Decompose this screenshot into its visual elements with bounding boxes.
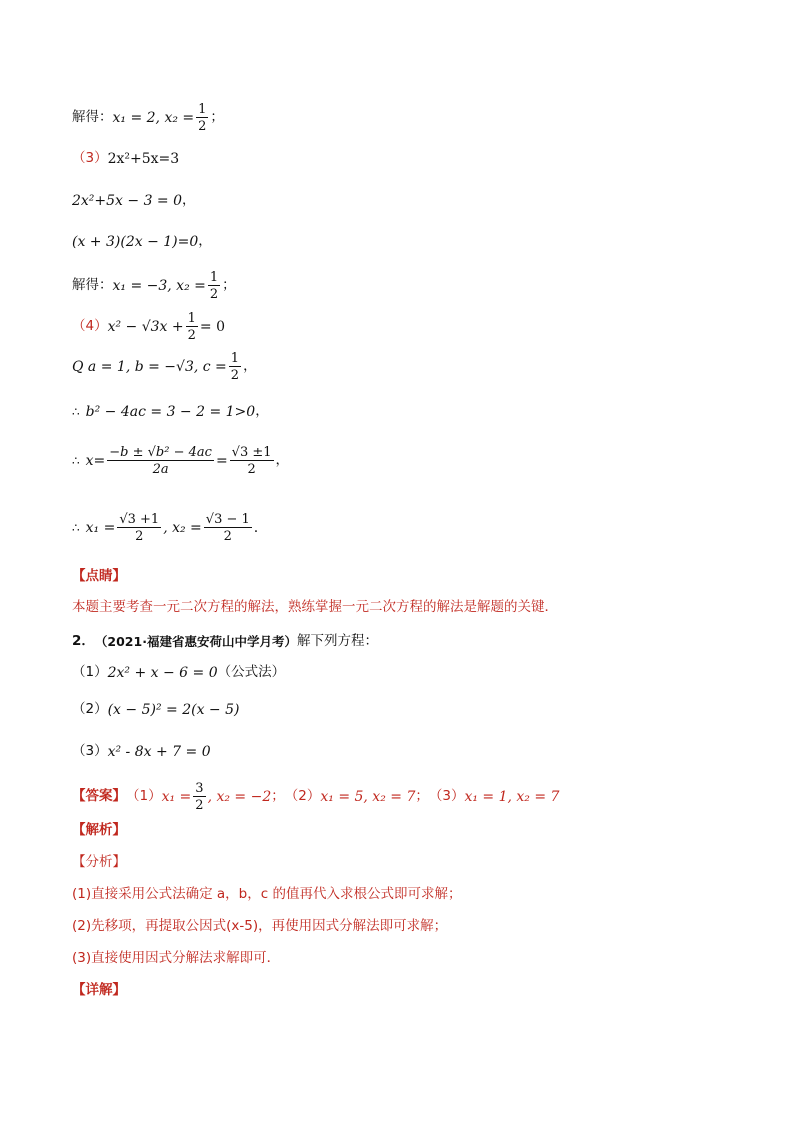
fraction [229, 352, 241, 382]
math-expression: 2x² + x − 6 = 0 [107, 665, 218, 681]
math-expression: x₁ = [161, 789, 192, 805]
analysis-item-1 [72, 888, 461, 902]
punctuation: ； [222, 277, 236, 294]
fraction-denominator: 2a [152, 462, 169, 477]
math-expression: x₁ = 1, x₂ = 7 [464, 789, 560, 805]
solution-line-7 [72, 352, 257, 382]
math-expression: x₁ = −3, x₂ = [112, 278, 206, 294]
dianjing-text-line [72, 601, 558, 615]
math-expression: = 0 [199, 319, 226, 335]
part-label: （1） [126, 788, 162, 805]
part-label: （2） [72, 701, 108, 718]
punctuation: ； [271, 788, 285, 805]
math-expression: x= [85, 453, 106, 469]
analysis-text: (2)先移项，再提取公因式(x-5)，再使用因式分解法即可求解； [72, 918, 448, 934]
solution-line-8 [72, 405, 269, 419]
method-note: （公式法） [217, 664, 286, 681]
math-expression: 2x²+5x − 3 = 0 [72, 193, 183, 209]
math-expression: x² − √3x + [107, 319, 184, 335]
therefore-symbol: ∴ [72, 405, 80, 419]
therefore-symbol: ∴ [72, 521, 80, 535]
answer-heading: 【答案】 [72, 788, 126, 805]
fraction [204, 513, 252, 543]
fraction-denominator: 2 [198, 119, 207, 134]
fraction-denominator: 2 [247, 462, 256, 477]
fraction-denominator: 2 [230, 368, 240, 383]
solution-line-5 [72, 271, 236, 301]
solution-line-9 [72, 446, 289, 476]
math-expression: , x₂ = [163, 520, 202, 536]
fraction-numerator: 1 [209, 270, 219, 285]
punctuation: ， [275, 452, 290, 469]
dianjing-text: 本题主要考查一元二次方程的解法，熟练掌握一元二次方程的解法是解题的关键． [72, 599, 558, 615]
question-2-part-2 [72, 703, 239, 717]
fraction-numerator: 1 [198, 102, 207, 117]
math-expression: x₁ = 5, x₂ = 7 [320, 789, 416, 805]
fraction [208, 271, 220, 301]
fraction [193, 782, 205, 812]
solution-label: 解得： [72, 277, 113, 294]
xiangjie-heading-line [72, 984, 126, 998]
question-2-header [72, 635, 378, 649]
question-2-part-1 [72, 666, 285, 680]
fraction-numerator: 3 [195, 781, 204, 796]
fraction [230, 446, 274, 476]
math-expression: x² - 8x + 7 = 0 [107, 744, 211, 760]
punctuation: ， [182, 192, 196, 209]
question-2-part-3 [72, 745, 211, 759]
question-stem: 解下列方程： [296, 633, 378, 649]
punctuation: ； [210, 109, 224, 126]
xiangjie-heading: 【详解】 [72, 982, 126, 998]
dianjing-heading-line [72, 570, 126, 584]
math-expression: (x + 3)(2x − 1)=0 [72, 234, 199, 250]
part-label: （4） [72, 318, 108, 335]
fenxi-heading-line [72, 856, 126, 870]
fenxi-heading: 【分析】 [72, 854, 126, 870]
equals-sign: = [215, 453, 228, 469]
jiexi-heading-line [72, 824, 126, 838]
fraction-numerator: 1 [187, 311, 196, 326]
solution-line-2 [72, 152, 179, 166]
fraction-numerator: √3 ±1 [231, 445, 272, 460]
solution-line-10 [72, 513, 258, 543]
fraction [117, 513, 161, 543]
analysis-text: (1)直接采用公式法确定 a，b，c 的值再代入求根公式即可求解； [72, 886, 462, 902]
question-number: 2． [72, 633, 95, 649]
analysis-item-3 [72, 952, 280, 966]
fraction-numerator: √3 − 1 [205, 512, 250, 527]
part-label: （3） [72, 150, 108, 167]
solution-line-1 [72, 103, 224, 133]
dianjing-heading: 【点睛】 [72, 568, 126, 584]
solution-line-3 [72, 194, 196, 208]
math-expression: 2x²+5x=3 [107, 151, 180, 167]
math-expression: x₁ = [85, 520, 116, 536]
punctuation: ， [255, 403, 269, 420]
therefore-symbol: ∴ [72, 454, 80, 468]
question-source: （2021·福建省惠安荷山中学月考） [94, 633, 297, 649]
fraction-denominator: 2 [223, 529, 232, 544]
part-label: （3） [72, 743, 108, 760]
solution-label: 解得： [72, 109, 113, 126]
fraction-denominator: 2 [135, 529, 144, 544]
fraction [186, 312, 198, 342]
part-label: （3） [428, 788, 465, 805]
fraction [196, 103, 208, 133]
jiexi-heading: 【解析】 [72, 822, 126, 838]
part-label: （1） [72, 664, 108, 681]
fraction-denominator: 2 [195, 798, 204, 813]
solution-line-4 [72, 235, 212, 249]
math-expression: b² − 4ac = 3 − 2 = 1>0 [85, 404, 256, 420]
math-expression: Q a = 1, b = −√3, c = [72, 359, 227, 375]
punctuation: . [253, 520, 259, 536]
punctuation: ， [243, 358, 257, 375]
math-expression: (x − 5)² = 2(x − 5) [107, 702, 240, 718]
fraction-denominator: 2 [209, 287, 219, 302]
punctuation: ， [198, 233, 212, 250]
answer-line [72, 782, 559, 812]
solution-line-6 [72, 312, 225, 342]
math-expression: , x₂ = −2 [207, 789, 272, 805]
analysis-item-2 [72, 920, 447, 934]
analysis-text: (3)直接使用因式分解法求解即可． [72, 950, 281, 966]
part-label: （2） [284, 788, 321, 805]
quadratic-formula-fraction [107, 446, 214, 476]
fraction-denominator: 2 [187, 328, 196, 343]
math-expression: x₁ = 2, x₂ = [112, 110, 195, 126]
fraction-numerator: −b ± √b² − 4ac [109, 445, 212, 460]
fraction-numerator: √3 +1 [119, 512, 160, 527]
fraction-numerator: 1 [230, 351, 240, 366]
punctuation: ； [415, 788, 429, 805]
